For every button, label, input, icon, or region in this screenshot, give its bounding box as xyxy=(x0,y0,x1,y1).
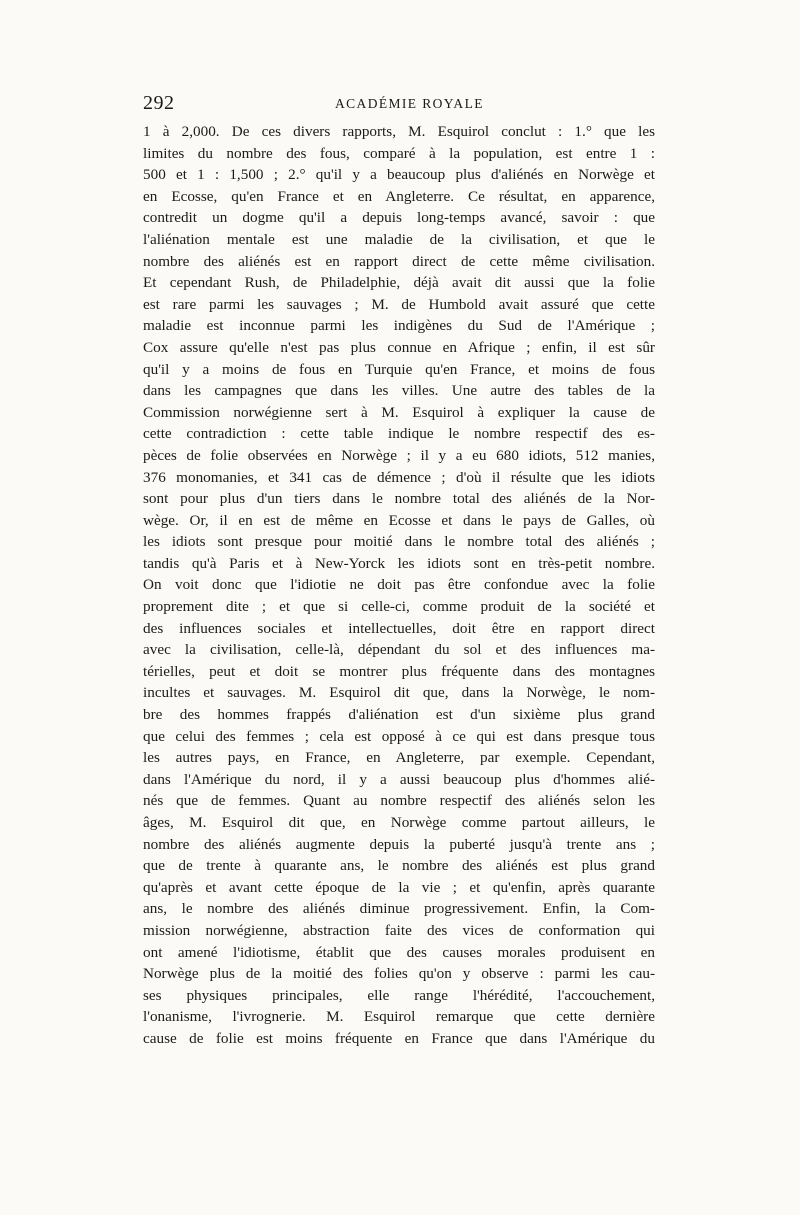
text-line: 1 à 2,000. De ces divers rapports, M. Esquirol conclut : 1.° que les xyxy=(143,123,655,140)
text-line: térielles, peut et doit se montrer plus fréquente dans des montagnes xyxy=(143,662,655,680)
running-head: ACADÉMIE ROYALE xyxy=(335,96,484,111)
text-line: l'aliénation mentale est une maladie de la civilisation, et que le xyxy=(143,230,655,248)
text-line: incultes et sauvages. M. Esquirol dit que, dans la Norwège, le nom- xyxy=(143,684,655,702)
text-line: avec la civilisation, celle-là, dépendant du sol et des influences ma- xyxy=(143,641,655,659)
text-line: tandis qu'à Paris et à New-Yorck les idiots sont en très-petit nombre. xyxy=(143,554,655,572)
page-header xyxy=(143,92,663,116)
text-line: les idiots sont presque pour moitié dans le nombre total des aliénés ; xyxy=(143,533,655,551)
text-line: cette contradiction : cette table indique le nombre respectif des es- xyxy=(143,425,655,443)
text-line: 376 monomanies, et 341 cas de démence ; d'où il résulte que les idiots xyxy=(143,468,655,486)
text-line: pèces de folie observées en Norwège ; il y a eu 680 idiots, 512 manies, xyxy=(143,446,655,464)
text-line: ans, le nombre des aliénés diminue progressivement. Enfin, la Com- xyxy=(143,900,655,918)
text-line: Et cependant Rush, de Philadelphie, déjà avait dit aussi que la folie xyxy=(143,274,655,292)
body-text xyxy=(143,121,655,1050)
text-line: l'onanisme, l'ivrognerie. M. Esquirol remarque que cette dernière xyxy=(143,1008,655,1026)
text-line: cause de folie est moins fréquente en France que dans l'Amérique du xyxy=(143,1029,655,1047)
text-line: ses physiques principales, elle range l'hérédité, l'accouchement, xyxy=(143,986,655,1004)
text-line: nés que de femmes. Quant au nombre respectif des aliénés selon les xyxy=(143,792,655,810)
text-line: 500 et 1 : 1,500 ; 2.° qu'il y a beaucoup plus d'aliénés en Norwège et xyxy=(143,166,655,184)
text-line: Cox assure qu'elle n'est pas plus connue en Afrique ; enfin, il est sûr xyxy=(143,338,655,356)
text-line: contredit un dogme qu'il a depuis long-temps avancé, savoir : que xyxy=(143,209,655,227)
text-line: ont amené l'idiotisme, établit que des causes morales produisent en xyxy=(143,943,655,961)
text-line: maladie est inconnue parmi les indigènes du Sud de l'Amérique ; xyxy=(143,317,655,335)
text-line: dans l'Amérique du nord, il y a aussi beaucoup plus d'hommes alié- xyxy=(143,770,655,788)
text-line: bre des hommes frappés d'aliénation est d'un sixième plus grand xyxy=(143,706,655,724)
page-number: 292 xyxy=(143,92,175,114)
text-line: On voit donc que l'idiotie ne doit pas être confondue avec la folie xyxy=(143,576,655,594)
text-line: limites du nombre des fous, comparé à la population, est entre 1 : xyxy=(143,144,655,162)
text-line: nombre des aliénés augmente depuis la puberté jusqu'à trente ans ; xyxy=(143,835,655,853)
text-line: mission norwégienne, abstraction faite des vices de conformation qui xyxy=(143,921,655,939)
text-line: wège. Or, il en est de même en Ecosse et dans le pays de Galles, où xyxy=(143,511,655,529)
text-line: nombre des aliénés est en rapport direct de cette même civilisation. xyxy=(143,252,655,270)
text-line: qu'il y a moins de fous en Turquie qu'en France, et moins de fous xyxy=(143,360,655,378)
text-line: sont pour plus d'un tiers dans le nombre total des aliénés de la Nor- xyxy=(143,490,655,508)
text-line: proprement dite ; et que si celle-ci, comme produit de la société et xyxy=(143,598,655,616)
text-line: Commission norwégienne sert à M. Esquirol à expliquer la cause de xyxy=(143,403,655,421)
text-line: âges, M. Esquirol dit que, en Norwège comme partout ailleurs, le xyxy=(143,814,655,831)
text-line: que celui des femmes ; cela est opposé à ce qui est dans presque tous xyxy=(143,727,655,745)
text-line: Norwège plus de la moitié des folies qu'on y observe : parmi les cau- xyxy=(143,965,655,983)
text-line: qu'après et avant cette époque de la vie ; et qu'enfin, après quarante xyxy=(143,878,655,896)
text-line: est rare parmi les sauvages ; M. de Humbold avait assuré que cette xyxy=(143,295,655,313)
text-line: les autres pays, en France, en Angleterre, par exemple. Cependant, xyxy=(143,749,655,767)
text-line: dans les campagnes que dans les villes. Une autre des tables de la xyxy=(143,382,655,400)
text-line: des influences sociales et intellectuelles, doit être en rapport direct xyxy=(143,619,655,637)
text-line: que de trente à quarante ans, le nombre des aliénés est plus grand xyxy=(143,857,655,875)
text-line: en Ecosse, qu'en France et en Angleterre. Ce résultat, en apparence, xyxy=(143,187,655,205)
